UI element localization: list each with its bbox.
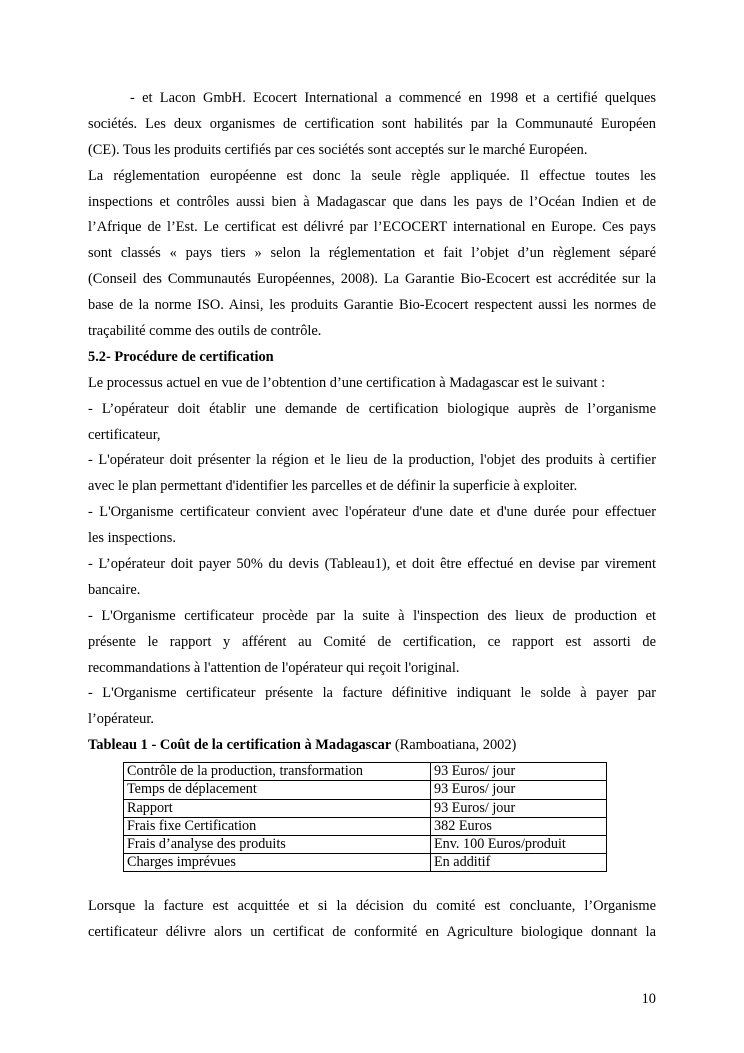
paragraph2-line: l’Afrique de l’Est. Le certificat est délivré par l’ECOCERT international en Europe. Ces pays xyxy=(88,219,656,236)
paragraph1-line: - et Lacon GmbH. Ecocert International a commencé en 1998 et a certifié quelques xyxy=(130,90,656,106)
table-cell-item: Temps de déplacement xyxy=(124,781,431,799)
table-row xyxy=(124,835,607,853)
step-line: - L’opérateur doit établir une demande de certification biologique auprès de l’organisme xyxy=(88,400,656,417)
page-number: 10 xyxy=(641,991,656,1007)
step-line: avec le plan permettant d'identifier les parcelles et de définir la superficie à exploiter. xyxy=(88,478,578,495)
paragraph2-line: inspections et contrôles aussi bien à Madagascar que dans les pays de l’Océan Indien et de xyxy=(88,193,656,210)
closing-line: Lorsque la facture est acquittée et si la décision du comité est concluante, l’Organisme xyxy=(88,898,656,915)
document-page xyxy=(88,86,656,946)
table-cell-cost: 93 Euros/ jour xyxy=(431,763,607,781)
table-cell-item: Contrôle de la production, transformation xyxy=(124,763,431,781)
table-cell-cost: En additif xyxy=(431,854,607,872)
paragraph2-line: La réglementation européenne est donc la seule règle appliquée. Il effectue toutes les xyxy=(88,167,656,184)
table-caption-source: (Ramboatiana, 2002) xyxy=(391,737,517,754)
table-cell-item: Frais d’analyse des produits xyxy=(124,835,431,853)
table-row xyxy=(124,854,607,872)
table-caption xyxy=(88,733,656,759)
table-row xyxy=(124,817,607,835)
table-cell-item: Rapport xyxy=(124,799,431,817)
step-line: - L'Organisme certificateur procède par la suite à l'inspection des lieux de production et xyxy=(88,607,656,624)
table-caption-title: Tableau 1 - Coût de la certification à Madagascar xyxy=(88,737,392,754)
paragraph1-line: sociétés. Les deux organismes de certification sont habilités par la Communauté Européen xyxy=(88,115,656,132)
paragraph1-line: (CE). Tous les produits certifiés par ces sociétés sont acceptés sur le marché Européen. xyxy=(88,141,588,158)
step-line: certificateur, xyxy=(88,426,161,443)
step-line: - L’opérateur doit payer 50% du devis (Tableau1), et doit être effectué en devise par virement xyxy=(88,556,656,573)
step-line: - L'opérateur doit présenter la région et le lieu de la production, l'objet des produits à certifier xyxy=(88,452,656,469)
table-row xyxy=(124,781,607,799)
table-cell-item: Frais fixe Certification xyxy=(124,817,431,835)
step-line: présente le rapport y afférent au Comité de certification, ce rapport est assorti de xyxy=(88,633,656,650)
table-cell-cost: Env. 100 Euros/produit xyxy=(431,835,607,853)
cost-table-wrap xyxy=(123,762,656,872)
table-cell-item: Charges imprévues xyxy=(124,854,431,872)
paragraph2-line: sont classés « pays tiers » selon la réglementation et fait l’objet d’un règlement séparé xyxy=(88,245,656,262)
closing-line: certificateur délivre alors un certificat de conformité en Agriculture biologique donnant la xyxy=(88,924,656,941)
paragraph2-line: traçabilité comme des outils de contrôle. xyxy=(88,323,322,340)
step-line: - L'Organisme certificateur présente la facture définitive indiquant le solde à payer par xyxy=(88,685,656,702)
section-heading: 5.2- Procédure de certification xyxy=(88,348,274,365)
step-line: - L'Organisme certificateur convient avec l'opérateur d'une date et d'une durée pour effectuer xyxy=(88,504,656,521)
intro-line: Le processus actuel en vue de l’obtention d’une certification à Madagascar est le suivant : xyxy=(88,374,606,391)
table-cell-cost: 382 Euros xyxy=(431,817,607,835)
table-cell-cost: 93 Euros/ jour xyxy=(431,799,607,817)
paragraph2-line: base de la norme ISO. Ainsi, les produits Garantie Bio-Ecocert respectent aussi les normes de xyxy=(88,297,656,314)
step-line: bancaire. xyxy=(88,581,141,598)
table-row xyxy=(124,799,607,817)
cost-table xyxy=(123,762,607,872)
table-cell-cost: 93 Euros/ jour xyxy=(431,781,607,799)
step-line: recommandations à l'attention de l'opérateur qui reçoit l'original. xyxy=(88,659,460,676)
table-row xyxy=(124,763,607,781)
paragraph2-line: (Conseil des Communautés Européennes, 2008). La Garantie Bio-Ecocert est accréditée sur la xyxy=(88,271,656,288)
step-line: les inspections. xyxy=(88,530,176,547)
step-line: l’opérateur. xyxy=(88,711,154,728)
